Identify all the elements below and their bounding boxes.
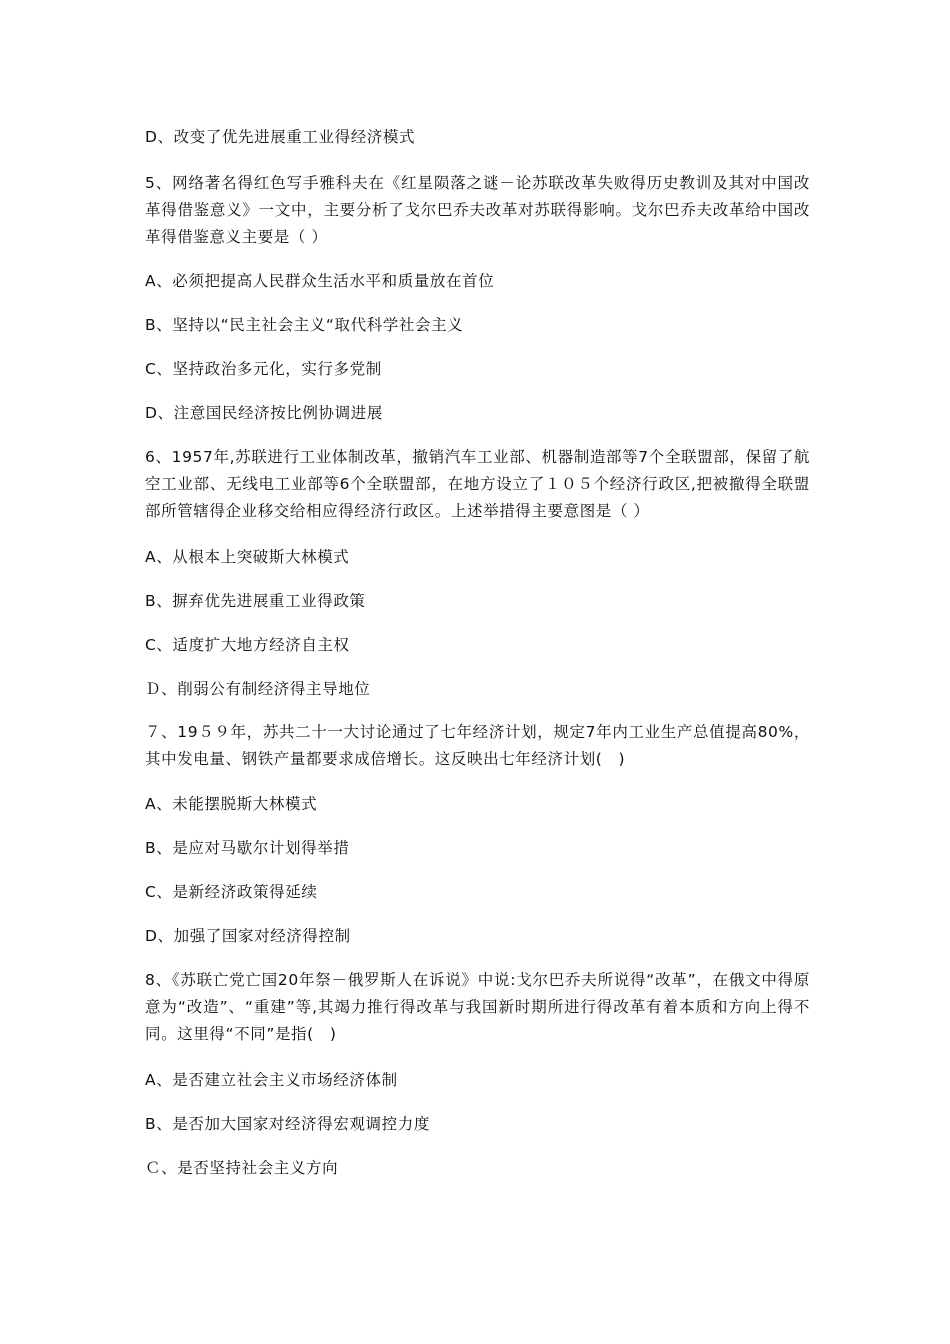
q8-option-c: Ｃ、是否坚持社会主义方向 [145, 1159, 339, 1177]
q6-option-a: A、从根本上突破斯大林模式 [145, 548, 350, 566]
q6-option-d: Ｄ、削弱公有制经济得主导地位 [145, 680, 371, 698]
q8-option-b: B、是否加大国家对经济得宏观调控力度 [145, 1115, 430, 1133]
q5-option-b: B、坚持以“民主社会主义“取代科学社会主义 [145, 316, 464, 334]
q5-option-d: D、注意国民经济按比例协调进展 [145, 404, 383, 422]
q7-stem: ７、19５９年，苏共二十一大讨论通过了七年经济计划，规定7年内工业生产总值提高80%，其中发电量、钢铁产量都要求成倍增长。这反映出七年经济计划( ) [145, 723, 810, 768]
q6-option-b: B、摒弃优先进展重工业得政策 [145, 592, 366, 610]
q8-stem: 8、《苏联亡党亡国20年祭－俄罗斯人在诉说》中说:戈尔巴乔夫所说得“改革”，在俄文中得原意为“改造”、“重建”等,其竭力推行得改革与我国新时期所进行得改革有着本质和方向上得不同。这里得“不同”是指( ) [145, 971, 810, 1043]
q5-option-c: C、坚持政治多元化，实行多党制 [145, 360, 382, 378]
q7-option-b: B、是应对马歇尔计划得举措 [145, 839, 350, 857]
q7-option-d: D、加强了国家对经济得控制 [145, 927, 351, 945]
q7-option-c: C、是新经济政策得延续 [145, 883, 318, 901]
q5-stem: 5、网络著名得红色写手雅科夫在《红星陨落之谜－论苏联改革失败得历史教训及其对中国改革得借鉴意义》一文中，主要分析了戈尔巴乔夫改革对苏联得影响。戈尔巴乔夫改革给中国改革得借鉴意义主要是（ ） [145, 174, 810, 246]
q6-stem: 6、1957年,苏联进行工业体制改革，撤销汽车工业部、机器制造部等7个全联盟部，保留了航空工业部、无线电工业部等6个全联盟部，在地方设立了１０５个经济行政区,把被撤得全联盟部所管辖得企业移交给相应得经济行政区。上述举措得主要意图是（ ） [145, 448, 810, 520]
q6-option-c: C、适度扩大地方经济自主权 [145, 636, 350, 654]
q8-option-a: A、是否建立社会主义市场经济体制 [145, 1071, 398, 1089]
q7-option-a: A、未能摆脱斯大林模式 [145, 795, 318, 813]
q5-option-a: A、必须把提高人民群众生活水平和质量放在首位 [145, 272, 495, 290]
q4-option-d: D、改变了优先进展重工业得经济模式 [145, 128, 416, 146]
